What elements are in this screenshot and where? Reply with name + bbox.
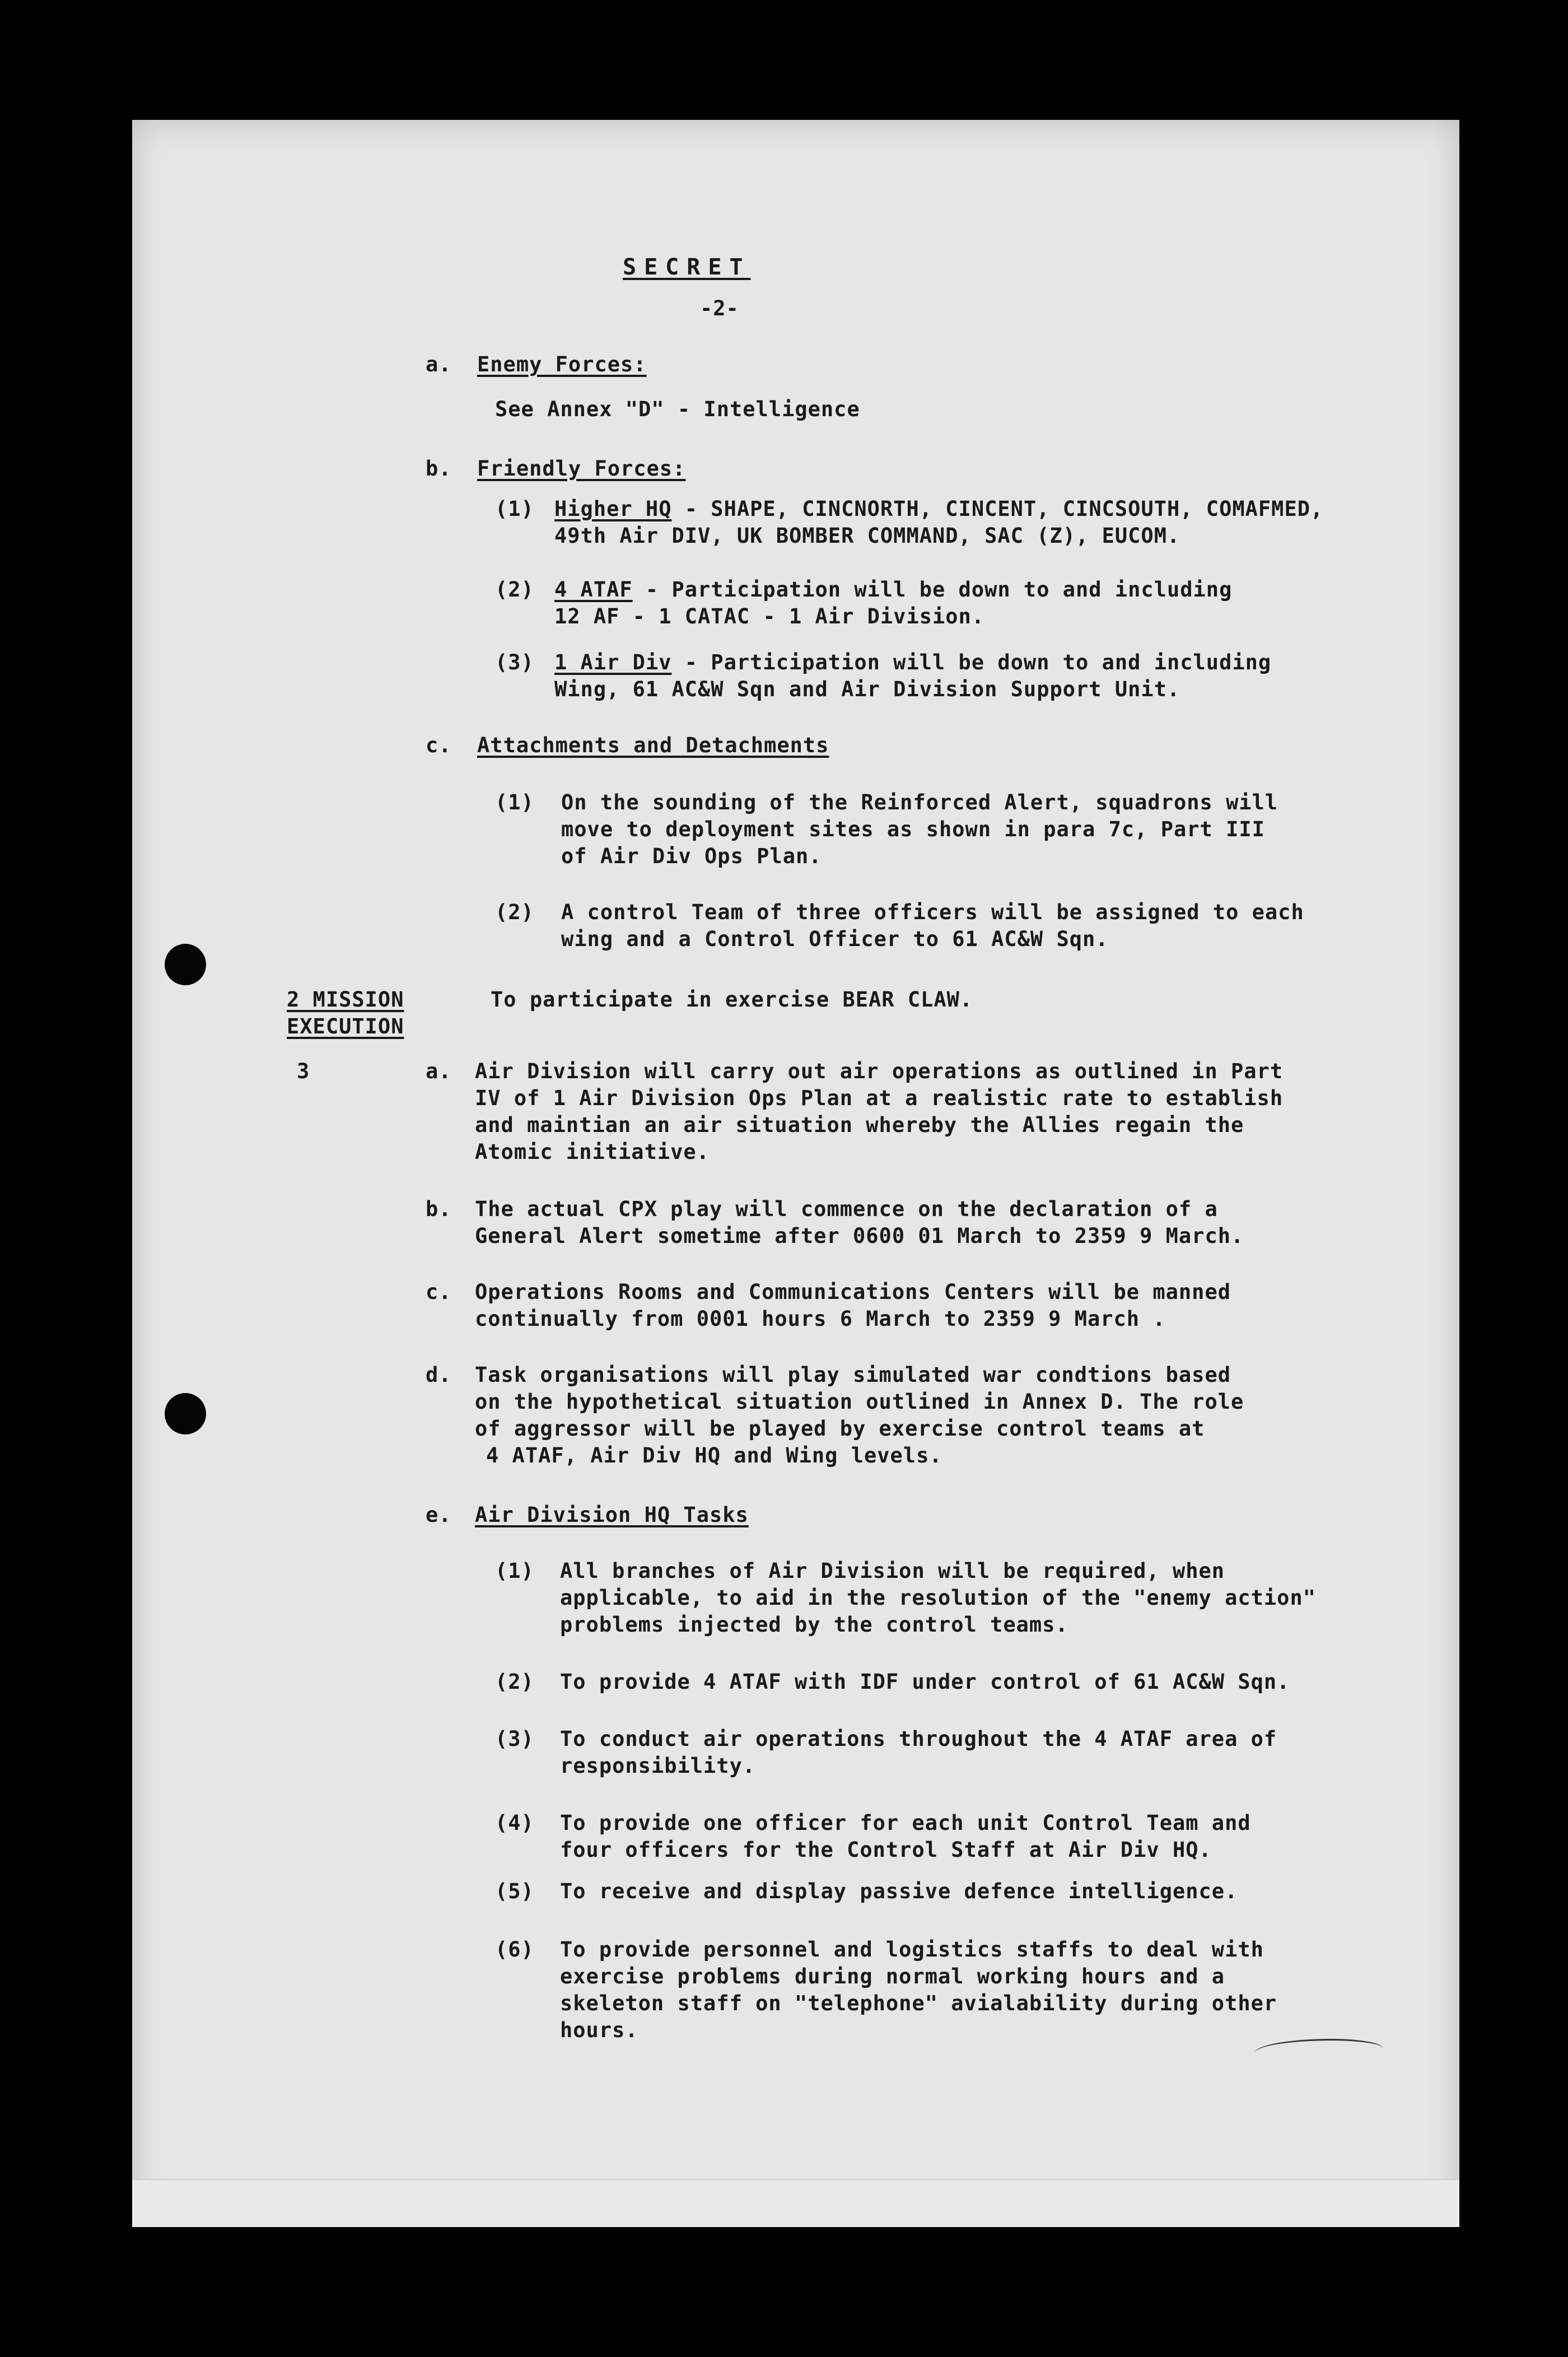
list-item-number: (3) (495, 1727, 534, 1751)
item-line: on the hypothetical situation outlined in Annex D. The role (475, 1390, 1244, 1414)
item-line: IV of 1 Air Division Ops Plan at a realistic rate to establish (475, 1086, 1284, 1110)
list-item (554, 495, 1323, 523)
item-line: The actual CPX play will commence on the declaration of a (475, 1197, 1218, 1221)
para-e-label: e. (426, 1503, 452, 1527)
item-line: - SHAPE, CINCNORTH, CINCENT, CINCSOUTH, COMAFMED, (671, 497, 1324, 521)
para-b-label: b. (426, 457, 452, 481)
document-page (132, 120, 1459, 2226)
item-lead: Higher HQ (554, 497, 672, 521)
para-a-label: a. (426, 352, 452, 376)
page-bottom-edge (132, 2179, 1459, 2227)
list-item-number: (6) (495, 1937, 534, 1962)
list-item-number: (1) (495, 1559, 534, 1583)
para-a-title: Enemy Forces: (477, 352, 647, 376)
item-line: Air Division will carry out air operations as outlined in Part (475, 1059, 1284, 1083)
item-lead: 1 Air Div (554, 650, 672, 674)
item-line: four officers for the Control Staff at Air Div HQ. (560, 1838, 1212, 1862)
item-line: All branches of Air Division will be required, when (560, 1559, 1225, 1583)
list-item-number: (2) (495, 577, 534, 602)
item-line: 12 AF - 1 CATAC - 1 Air Division. (554, 604, 985, 628)
item-line: move to deployment sites as shown in para 7c, Part III (561, 817, 1265, 841)
list-item (554, 649, 1271, 677)
item-line: problems injected by the control teams. (560, 1613, 1068, 1637)
item-line: exercise problems during normal working hours and a (560, 1964, 1225, 1988)
item-line: continually from 0001 hours 6 March to 2359 9 March . (475, 1307, 1166, 1331)
section-2-heading: 2 MISSION (287, 987, 404, 1012)
item-line: responsibility. (560, 1754, 756, 1778)
item-line: - Participation will be down to and including (632, 577, 1233, 602)
para-b-title: Friendly Forces: (477, 457, 686, 481)
section-3-number: 3 (297, 1059, 310, 1083)
para-c-title: Attachments and Detachments (477, 733, 829, 757)
para-3b-label: b. (426, 1197, 452, 1221)
list-item-number: (5) (495, 1879, 534, 1903)
list-item-number: (4) (495, 1811, 534, 1835)
punch-hole-bottom (165, 1393, 206, 1434)
item-line: wing and a Control Officer to 61 AC&W Sqn. (561, 927, 1109, 951)
list-item-number: (3) (495, 650, 534, 674)
section-2-subheading: EXECUTION (287, 1014, 404, 1038)
item-line: and maintian an air situation whereby the Allies regain the (475, 1113, 1244, 1137)
item-line: skeleton staff on "telephone" avialability during other (560, 1991, 1277, 2015)
item-line: of Air Div Ops Plan. (561, 844, 822, 868)
item-line: 49th Air DIV, UK BOMBER COMMAND, SAC (Z), EUCOM. (554, 524, 1180, 548)
item-lead: 4 ATAF (554, 577, 633, 602)
item-line: To provide personnel and logistics staffs to deal with (560, 1937, 1264, 1962)
item-line: - Participation will be down to and including (671, 650, 1272, 674)
item-line: On the sounding of the Reinforced Alert, squadrons will (561, 790, 1278, 814)
item-line: 4 ATAF, Air Div HQ and Wing levels. (486, 1443, 942, 1468)
para-e-title: Air Division HQ Tasks (475, 1503, 749, 1527)
para-3d-label: d. (426, 1363, 452, 1387)
item-line: To conduct air operations throughout the 4 ATAF area of (560, 1727, 1277, 1751)
item-line: To provide 4 ATAF with IDF under control of 61 AC&W Sqn. (560, 1670, 1290, 1694)
item-line: General Alert sometime after 0600 01 March to 2359 9 March. (475, 1224, 1244, 1248)
punch-hole-top (165, 944, 206, 985)
para-3a-label: a. (426, 1059, 452, 1083)
list-item-number: (2) (495, 1670, 534, 1694)
item-line: Atomic initiative. (475, 1140, 710, 1164)
item-line: To receive and display passive defence intelligence. (560, 1879, 1238, 1903)
item-line: Task organisations will play simulated war condtions based (475, 1363, 1231, 1387)
item-line: Wing, 61 AC&W Sqn and Air Division Support Unit. (554, 677, 1180, 701)
item-line: Operations Rooms and Communications Centers will be manned (475, 1280, 1231, 1304)
item-line: To provide one officer for each unit Control Team and (560, 1811, 1251, 1835)
list-item-number: (1) (495, 790, 534, 814)
item-line: hours. (560, 2018, 638, 2042)
item-line: A control Team of three officers will be assigned to each (561, 900, 1304, 924)
para-c-label: c. (426, 733, 452, 757)
para-a-text: See Annex "D" - Intelligence (495, 397, 860, 421)
classification-heading: SECRET (623, 254, 751, 280)
list-item (554, 576, 1232, 604)
page-number: -2- (700, 296, 739, 320)
list-item-number: (1) (495, 497, 534, 521)
para-3c-label: c. (426, 1280, 452, 1304)
list-item-number: (2) (495, 900, 534, 924)
item-line: of aggressor will be played by exercise control teams at (475, 1417, 1205, 1441)
section-2-text: To participate in exercise BEAR CLAW. (491, 987, 973, 1012)
item-line: applicable, to aid in the resolution of the "enemy action" (560, 1586, 1317, 1610)
